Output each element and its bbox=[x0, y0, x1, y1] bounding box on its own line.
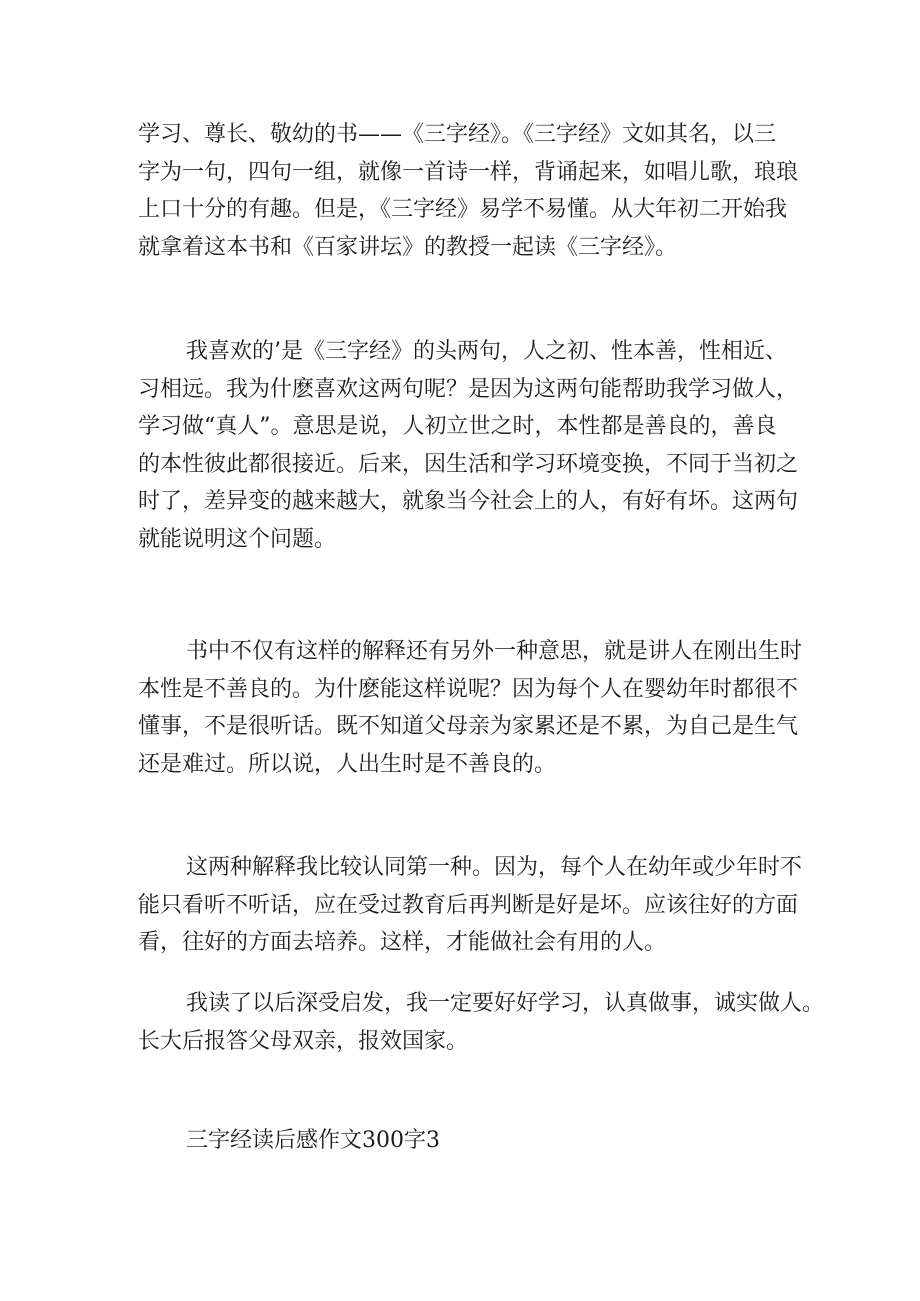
text-line: 看，往好的方面去培养。这样，才能做社会有用的人。 bbox=[138, 930, 667, 955]
text-line: 本性是不善良的。为什麽能这样说呢？因为每个人在婴幼年时都很不 bbox=[138, 676, 799, 702]
text-line: 习相远。我为什麽喜欢这两句呢？是因为这两句能帮助我学习做人， bbox=[138, 376, 799, 402]
text-line: 就能说明这个问题。 bbox=[138, 526, 337, 552]
text-line: 就拿着这本书和《百家讲坛》的教授一起读《三字经》。 bbox=[138, 234, 678, 260]
paragraph-4 bbox=[138, 849, 803, 962]
paragraph-2 bbox=[138, 333, 799, 558]
text-line: 时了，差异变的越来越大，就象当今社会上的人，有好有坏。这两句 bbox=[138, 489, 799, 514]
text-line: 懂事，不是很听话。既不知道父母亲为家累还是不累，为自己是生气 bbox=[138, 714, 799, 739]
text-line: 能只看听不听话，应在受过教育后再判断是好是坏。应该往好的方面 bbox=[138, 892, 799, 918]
text-line: 书中不仅有这样的解释还有另外一种意思，就是讲人在刚出生时 bbox=[186, 639, 803, 664]
paragraph-1 bbox=[138, 116, 799, 266]
heading-text: 三字经读后感作文300字3 bbox=[186, 1128, 440, 1153]
text-line: 学习做“真人”。意思是说，人初立世之时，本性都是善良的，善良 bbox=[138, 414, 777, 439]
paragraph-3 bbox=[138, 633, 803, 783]
section-heading bbox=[138, 1122, 788, 1160]
text-line: 还是难过。所以说，人出生时是不善良的。 bbox=[138, 751, 557, 777]
text-line: 上口十分的有趣。但是，《三字经》易学不易懂。从大年初二开始我 bbox=[138, 197, 788, 222]
text-line: 我读了以后深受启发，我一定要好好学习，认真做事，诚实做人。 bbox=[186, 991, 825, 1016]
text-line: 学习、尊长、敬幼的书——《三字经》。《三字经》文如其名，以三 bbox=[138, 122, 777, 147]
paragraph-5 bbox=[138, 985, 825, 1060]
text-line: 长大后报答父母双亲，报效国家。 bbox=[138, 1028, 469, 1054]
text-line: 字为一句，四句一组，就像一首诗一样，背诵起来，如唱儿歌，琅琅 bbox=[138, 159, 799, 185]
text-line: 我喜欢的’是《三字经》的头两句，人之初、性本善，性相近、 bbox=[186, 339, 787, 364]
text-line: 这两种解释我比较认同第一种。因为，每个人在幼年或少年时不 bbox=[186, 855, 803, 880]
text-line: 的本性彼此都很接近。后来，因生活和学习环境变换，不同于当初之 bbox=[138, 451, 799, 477]
